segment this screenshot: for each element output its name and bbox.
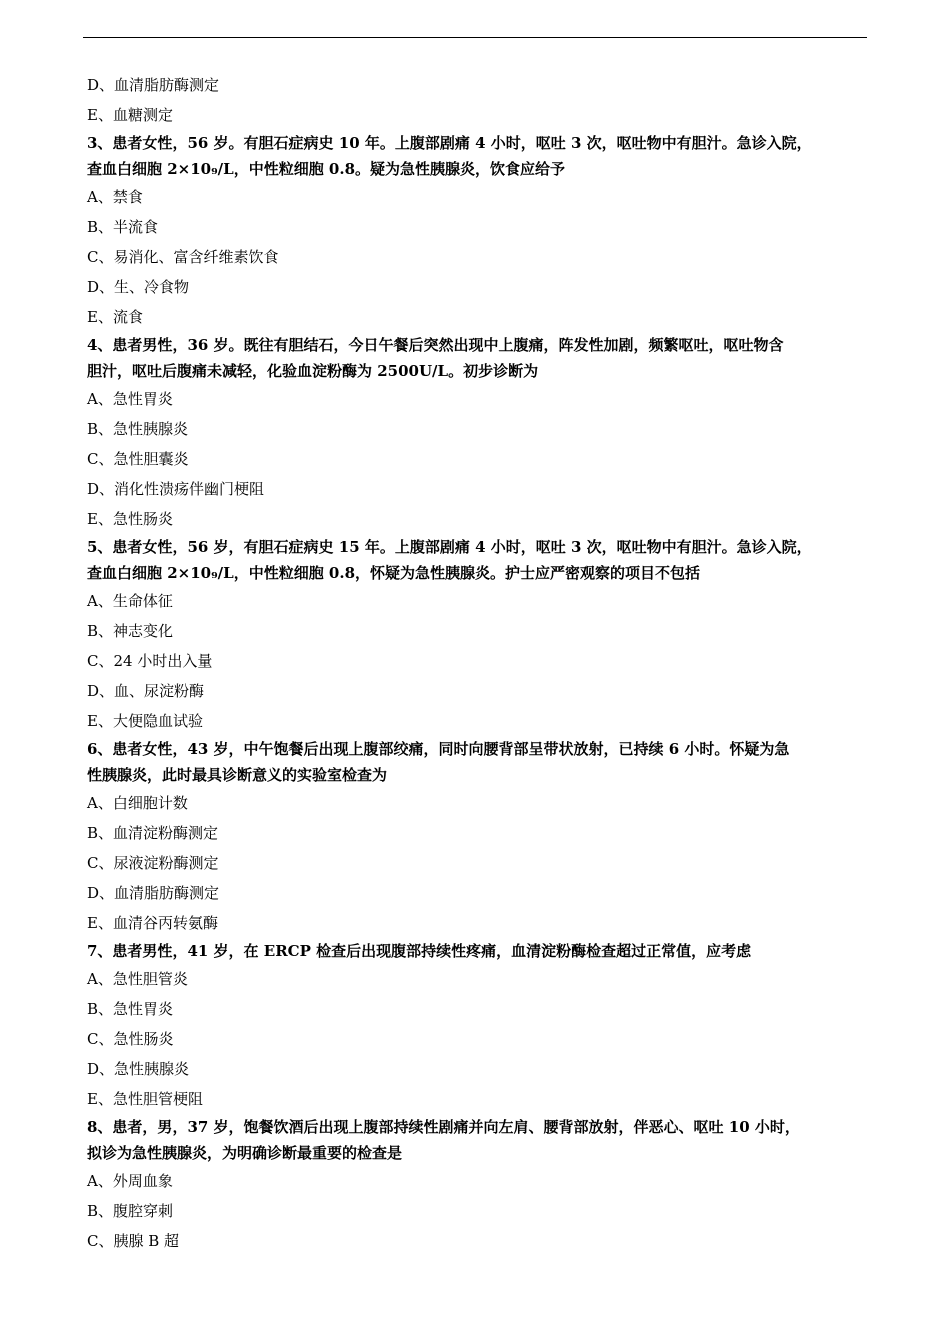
question-line: 5、患者女性，56 岁，有胆石症病史 15 年。上腹部剧痛 4 小时，呕吐 3 次，呕吐物中有胆汁。急诊入院， [87, 538, 812, 556]
answer-option: A、外周血象 [87, 1172, 173, 1190]
answer-option: D、急性胰腺炎 [87, 1060, 190, 1078]
question-line: 胆汁，呕吐后腹痛未减轻，化验血淀粉酶为 2500U/L。初步诊断为 [87, 362, 539, 380]
answer-option: A、白细胞计数 [87, 794, 188, 812]
answer-option: E、血清谷丙转氨酶 [87, 914, 218, 932]
document-body [87, 70, 862, 1256]
answer-option: A、禁食 [87, 188, 143, 206]
answer-option: E、大便隐血试验 [87, 712, 203, 730]
answer-option: B、神志变化 [87, 622, 174, 640]
question-stem [87, 332, 862, 384]
header-rule [83, 37, 867, 38]
question-line: 查血白细胞 2×10₉/L，中性粒细胞 0.8，怀疑为急性胰腺炎。护士应严密观察的项目不包括 [87, 564, 701, 582]
answer-option: E、流食 [87, 308, 143, 326]
answer-option: D、消化性溃疡伴幽门梗阻 [87, 480, 265, 498]
question-line: 6、患者女性，43 岁，中午饱餐后出现上腹部绞痛，同时向腰背部呈带状放射，已持续 6 小时。怀疑为急 [87, 740, 790, 758]
answer-option: A、急性胆管炎 [87, 970, 188, 988]
question-line: 3、患者女性，56 岁。有胆石症病史 10 年。上腹部剧痛 4 小时，呕吐 3 次，呕吐物中有胆汁。急诊入院， [87, 134, 812, 152]
answer-option: C、易消化、富含纤维素饮食 [87, 248, 279, 266]
answer-option: B、腹腔穿刺 [87, 1202, 174, 1220]
answer-option: A、急性胃炎 [87, 390, 173, 408]
answer-option: C、急性肠炎 [87, 1030, 174, 1048]
question-line: 查血白细胞 2×10₉/L，中性粒细胞 0.8。疑为急性胰腺炎，饮食应给予 [87, 160, 566, 178]
answer-option: D、血、尿淀粉酶 [87, 682, 205, 700]
answer-option: B、急性胰腺炎 [87, 420, 189, 438]
answer-option: B、急性胃炎 [87, 1000, 174, 1018]
option-e: E、血糖测定 [87, 106, 173, 124]
question-list [87, 130, 862, 1256]
question-line: 4、患者男性，36 岁。既往有胆结石，今日午餐后突然出现中上腹痛，阵发性加剧，频繁呕吐，呕吐物含 [87, 336, 784, 354]
answer-option: C、24 小时出入量 [87, 652, 213, 670]
answer-option: C、尿液淀粉酶测定 [87, 854, 219, 872]
answer-option: D、生、冷食物 [87, 278, 190, 296]
answer-option: B、半流食 [87, 218, 159, 236]
question-line: 拟诊为急性胰腺炎，为明确诊断最重要的检查是 [87, 1144, 403, 1162]
question-stem [87, 534, 862, 586]
answer-option: A、生命体征 [87, 592, 173, 610]
question-stem [87, 736, 862, 788]
answer-option: C、胰腺 B 超 [87, 1232, 180, 1250]
question-line: 7、患者男性，41 岁，在 ERCP 检查后出现腹部持续性疼痛，血清淀粉酶检查超过正常值，应考虑 [87, 942, 752, 960]
question-stem [87, 130, 862, 182]
question-stem [87, 1114, 862, 1166]
answer-option: E、急性胆管梗阻 [87, 1090, 203, 1108]
question-line: 性胰腺炎，此时最具诊断意义的实验室检查为 [87, 766, 388, 784]
option-d: D、血清脂肪酶测定 [87, 76, 220, 94]
answer-option: B、血清淀粉酶测定 [87, 824, 219, 842]
answer-option: E、急性肠炎 [87, 510, 173, 528]
question-line: 8、患者，男，37 岁，饱餐饮酒后出现上腹部持续性剧痛并向左肩、腰背部放射，伴恶心、呕吐 10 小时， [87, 1118, 800, 1136]
answer-option: D、血清脂肪酶测定 [87, 884, 220, 902]
question-stem [87, 938, 862, 964]
answer-option: C、急性胆囊炎 [87, 450, 189, 468]
